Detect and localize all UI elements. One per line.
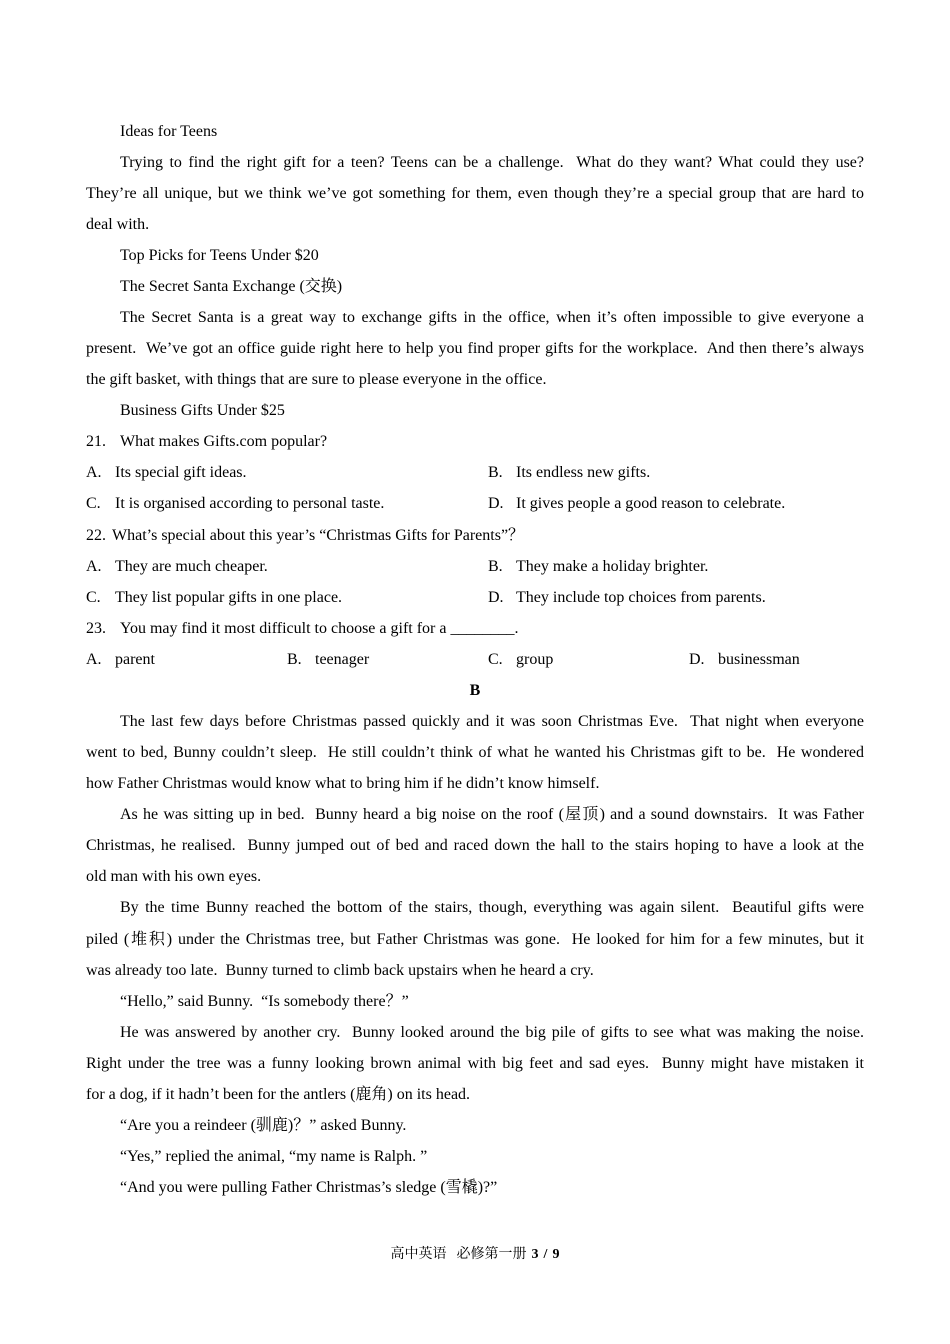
option-b-label: B. bbox=[488, 557, 503, 575]
link-business-gifts: Business Gifts Under $25 bbox=[120, 402, 285, 420]
paragraph-line: how Father Christmas would know what to bring him if he didn’t know himself. bbox=[86, 775, 600, 793]
paragraph-line: Right under the tree was a funny looking brown animal with big feet and sad eyes. Bunny might have mistaken it bbox=[86, 1054, 864, 1072]
footer-separator: / bbox=[543, 1247, 548, 1262]
question-number: 23. bbox=[86, 619, 106, 637]
option-a-label: A. bbox=[86, 650, 102, 668]
paragraph-line: He was answered by another cry. Bunny looked around the big pile of gifts to see what was making the noise. bbox=[120, 1023, 864, 1041]
footer-subject: 高中英语 bbox=[390, 1247, 447, 1262]
option-d-text: It gives people a good reason to celebrate. bbox=[516, 495, 786, 513]
footer-total-pages: 9 bbox=[552, 1247, 560, 1262]
question-number: 21. bbox=[86, 433, 106, 451]
question-stem: What’s special about this year’s “Christmas Gifts for Parents”？ bbox=[112, 526, 525, 544]
paragraph-line: Christmas, he realised. Bunny jumped out of bed and raced down the hall to the stairs hoping to have a look at the bbox=[86, 837, 864, 855]
option-a-label: A. bbox=[86, 464, 102, 482]
paragraph-line: present. We’ve got an office guide right here to help you find proper gifts for the workplace. And then there’s always bbox=[86, 340, 864, 358]
question-21-stem-row bbox=[86, 426, 864, 457]
paragraph-line: They’re all unique, but we think we’ve got something for them, even though they’re a special group that are hard to bbox=[86, 184, 864, 202]
option-d-label: D. bbox=[689, 650, 705, 668]
question-number: 22. bbox=[86, 526, 106, 544]
option-c-text: group bbox=[516, 650, 554, 668]
option-a-text: parent bbox=[115, 650, 155, 668]
paragraph-line: for a dog, if it hadn’t been for the antlers (鹿角) on its head. bbox=[86, 1085, 471, 1103]
footer-page-number: 3 bbox=[531, 1247, 539, 1262]
option-a-text: They are much cheaper. bbox=[115, 557, 268, 575]
paragraph-line: deal with. bbox=[86, 215, 150, 233]
question-22-options-row-2 bbox=[86, 582, 864, 613]
option-b-label: B. bbox=[287, 650, 302, 668]
question-21-options-row-1 bbox=[86, 457, 864, 488]
option-a-text: Its special gift ideas. bbox=[115, 464, 247, 482]
paragraph-line: piled (堆积) under the Christmas tree, but Father Christmas was gone. He looked for him for a few minutes, but it bbox=[86, 930, 864, 948]
paragraph-line: was already too late. Bunny turned to climb back upstairs when he heard a cry. bbox=[86, 961, 594, 979]
question-23-stem-row bbox=[86, 613, 864, 644]
section-heading-ideas-for-teens: Ideas for Teens bbox=[120, 122, 218, 140]
option-b-text: teenager bbox=[315, 650, 370, 668]
paragraph-line: By the time Bunny reached the bottom of the stairs, though, everything was again silent. Beautiful gifts were bbox=[120, 899, 864, 917]
question-23-options-row bbox=[86, 644, 864, 675]
option-d-text: businessman bbox=[718, 650, 800, 668]
paragraph-line: The Secret Santa is a great way to exchange gifts in the office, when it’s often impossible to give everyone a bbox=[120, 308, 864, 326]
option-d-label: D. bbox=[488, 588, 504, 606]
question-22-options-row-1 bbox=[86, 551, 864, 582]
question-stem: What makes Gifts.com popular? bbox=[120, 433, 328, 451]
option-b-label: B. bbox=[488, 464, 503, 482]
question-22-stem-row bbox=[86, 520, 864, 551]
option-c-label: C. bbox=[488, 650, 503, 668]
page-footer bbox=[0, 1244, 950, 1266]
option-b-text: Its endless new gifts. bbox=[516, 464, 651, 482]
link-top-picks-for-teens: Top Picks for Teens Under $20 bbox=[120, 246, 319, 264]
option-b-text: They make a holiday brighter. bbox=[516, 557, 709, 575]
paragraph-line: Trying to find the right gift for a teen? Teens can be a challenge. What do they want? What could they use? bbox=[120, 153, 864, 171]
option-c-label: C. bbox=[86, 588, 101, 606]
dialogue-line: “Are you a reindeer (驯鹿)？” asked Bunny. bbox=[120, 1117, 407, 1134]
option-d-text: They include top choices from parents. bbox=[516, 588, 766, 606]
question-stem: You may find it most difficult to choose a gift for a ________. bbox=[120, 619, 519, 637]
dialogue-line: “Hello,” said Bunny. “Is somebody there？” bbox=[120, 992, 409, 1010]
section-heading-secret-santa: The Secret Santa Exchange (交换) bbox=[120, 277, 343, 295]
dialogue-line: “Yes,” replied the animal, “my name is Ralph. ” bbox=[120, 1148, 428, 1166]
paragraph-line: the gift basket, with things that are sure to please everyone in the office. bbox=[86, 371, 547, 389]
option-c-text: It is organised according to personal taste. bbox=[115, 495, 385, 513]
section-label-b: B bbox=[469, 681, 481, 699]
option-a-label: A. bbox=[86, 557, 102, 575]
paragraph-line: The last few days before Christmas passed quickly and it was soon Christmas Eve. That night when everyone bbox=[120, 712, 864, 730]
dialogue-line: “And you were pulling Father Christmas’s sledge (雪橇)?” bbox=[120, 1179, 498, 1197]
page-content bbox=[86, 116, 864, 1204]
footer-book: 必修第一册 bbox=[456, 1247, 527, 1262]
option-c-text: They list popular gifts in one place. bbox=[115, 588, 343, 606]
option-c-label: C. bbox=[86, 495, 101, 513]
paragraph-line: old man with his own eyes. bbox=[86, 868, 262, 886]
paragraph-line: As he was sitting up in bed. Bunny heard a big noise on the roof (屋顶) and a sound downstairs. It was Father bbox=[120, 806, 864, 824]
question-21-options-row-2 bbox=[86, 488, 864, 519]
option-d-label: D. bbox=[488, 495, 504, 513]
paragraph-line: went to bed, Bunny couldn’t sleep. He still couldn’t think of what he wanted his Christmas gift to be. He wondered bbox=[86, 744, 864, 762]
